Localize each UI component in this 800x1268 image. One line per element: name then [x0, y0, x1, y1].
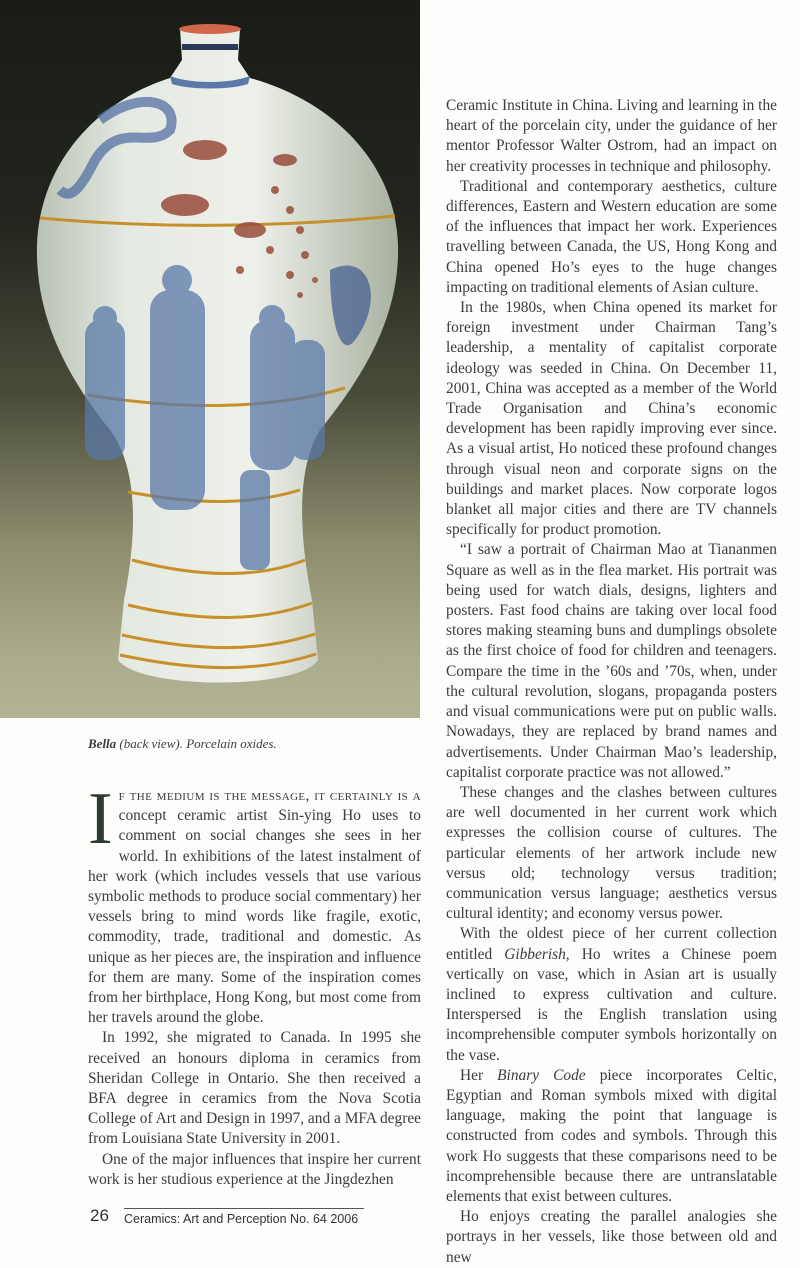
article-paragraph: In the 1980s, when China opened its market for foreign investment under Chairman Tang’s leadership, a mentality of capitalist corporate ideology was seeded in China. On December 11, 2001, China was accepted as a member of the World Trade Organisation and China’s economic development has been rapidly improving ever since. As a visual artist, Ho noticed these profound changes through visual neon and corporate signs on the buildings and market places. Now corporate logos blanket all major cities and there are TV channels specifically for product promotion.: [446, 299, 777, 539]
photo-caption: [88, 736, 408, 752]
artwork-title-binary-code: Binary Code: [497, 1066, 586, 1084]
text: Her: [460, 1066, 498, 1084]
article-paragraph: Ho enjoys creating the parallel analogies she portrays in her vessels, like those between old and new: [446, 1208, 777, 1266]
lead-in: f the medium is the message, it certainly is a: [118, 787, 421, 804]
artwork-title-gibberish: Gibberish: [504, 945, 566, 963]
article-paragraph: These changes and the clashes between cultures are well documented in her current work which expresses the collision course of cultures. The particular elements of her artwork include new versus old; technology versus tradition; communication versus language; aesthetics versus cultural identity; and economy versus power.: [446, 783, 777, 923]
text: , Ho writes a Chinese poem vertically on vase, which in Asian art is usually inclined to express cultivation and culture. Interspersed is the English translation using incomprehensible computer symbols horizontally on the vase.: [446, 945, 777, 1064]
article-paragraph: One of the major influences that inspire her current work is her studious experience at the Jingdezhen: [88, 1150, 421, 1188]
caption-title: Bella: [88, 736, 117, 751]
text: piece incorporates Celtic, Egyptian and Roman symbols mixed with digital language, making the point that language is constructed from codes and symbols. Through this work Ho suggests that these comparisons need to be incomprehensible because there are untranslatable elements that exist between cultures.: [446, 1066, 777, 1205]
footer-rule: [124, 1208, 364, 1209]
page-number: 26: [90, 1206, 109, 1225]
article-column-left: [88, 778, 421, 1190]
article-paragraph: “I saw a portrait of Chairman Mao at Tiananmen Square as well as in the flea market. His portrait was being used for watch dials, designs, lighters and posters. Fast food chains are taking over local food stores making steaming buns and dumplings obsolete as the first choice of food for children and teenagers. Compare the time in the ’60s and ’70s, when, under the cultural revolution, slogans, propaganda posters and visual communications were put on public walls. Nowadays, they are replaced by brand names and advertisements. Under Chairman Mao’s leadership, capitalist corporate practice was not allowed.”: [446, 541, 777, 781]
text: With the oldest piece of her current collection entitled: [446, 925, 777, 963]
vase-rim: [179, 24, 241, 34]
article-paragraph: In 1992, she migrated to Canada. In 1995 she received an honours diploma in ceramics from Sheridan College in Ontario. She then received a BFA degree in ceramics from the Nova Scotia College of Art and Design in 1997, and a MFA degree from Louisiana State University in 2001.: [88, 1029, 421, 1148]
article-lead-paragraph: [88, 778, 421, 1028]
running-footer: Ceramics: Art and Perception No. 64 2006: [124, 1212, 359, 1226]
article-paragraph: Ceramic Institute in China. Living and learning in the heart of the porcelain city, under the guidance of her mentor Professor Walter Ostrom, had an impact on her creativity processes in technique and philosophy.: [446, 97, 777, 175]
drop-cap: I: [88, 778, 113, 860]
article-paragraph-binary: [446, 1066, 777, 1207]
article-column-right: [446, 96, 777, 1268]
article-paragraph: Traditional and contemporary aesthetics, culture differences, Eastern and Western education are some of the influences that impact her work. Experiences travelling between Canada, the US, Hong Kong and China opened Ho’s eyes to the huge changes impacting on traditional elements of Asian culture.: [446, 177, 777, 296]
caption-text: (back view). Porcelain oxides.: [116, 736, 277, 751]
vase-illustration: [0, 0, 420, 718]
paragraph-text: concept ceramic artist Sin-ying Ho uses to comment on social changes she sees in her world. In exhibitions of the latest instalment of her work (which includes vessels that use various symbolic methods to produce social commentary) her vessels bring to mind words like fragile, exotic, commodity, trade, traditional and domestic. As unique as her pieces are, the inspiration and influence for them are many. Some of the inspiration comes from her birthplace, Hong Kong, but most come from her travels around the globe.: [88, 807, 421, 1027]
vase-photograph: [0, 0, 420, 718]
vase-neck-band: [182, 44, 238, 50]
article-paragraph-gibberish: [446, 924, 777, 1065]
